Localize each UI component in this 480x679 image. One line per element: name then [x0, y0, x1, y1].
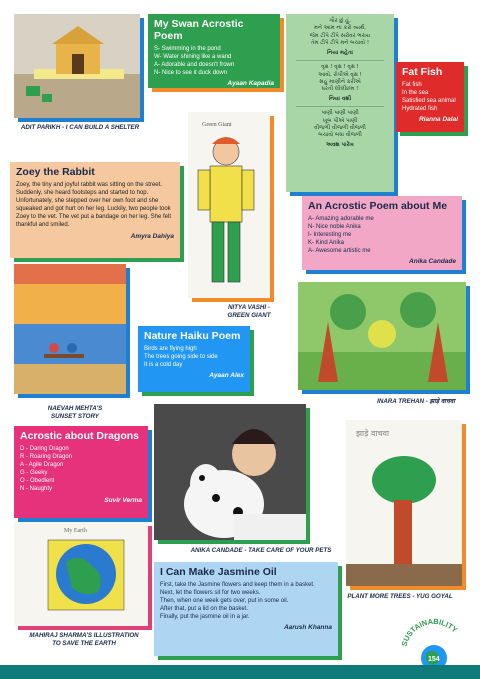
- svg-text:SUSTAINABILITY: [400, 617, 460, 647]
- swan-poem-title: My Swan Acrostic Poem: [154, 18, 244, 42]
- inara-illustration: [298, 282, 466, 390]
- sunset-artwork: [14, 264, 126, 394]
- haiku-line: The trees going side to side: [144, 354, 218, 361]
- page-number: 154: [428, 656, 440, 663]
- divider: [296, 60, 384, 61]
- gujarati-author-1: નિયા મહેતા: [327, 49, 353, 56]
- green-giant-art-label: Green Giant: [202, 122, 232, 128]
- sunset-illustration: [14, 264, 126, 394]
- dragons-box: [14, 426, 148, 518]
- anika-acrostic-box: [302, 196, 462, 270]
- anika-line: A- Amazing adorable me: [308, 216, 374, 222]
- shelter-artwork: [14, 14, 140, 118]
- anika-acrostic-author: Anika Candade: [409, 258, 456, 266]
- earth-artwork: [14, 522, 148, 626]
- jasmine-box: [154, 562, 338, 656]
- anika-line: A- Awesome artistic me: [308, 248, 371, 255]
- dragons-author: Suvir Verma: [104, 496, 142, 504]
- dragons-line: A - Agile Dragon: [20, 462, 64, 469]
- haiku-line: Birds are flying high: [144, 346, 197, 352]
- swan-author: Ayaan Kapadia: [227, 80, 274, 88]
- earth-illustration: [14, 522, 148, 626]
- fat-fish-line: In the sea: [402, 90, 429, 97]
- dragons-line: R - Roaring Dragon: [20, 454, 73, 461]
- haiku-author: Ayaan Alex: [209, 372, 244, 380]
- caption-anika-pets: ANIKA CANDADE - TAKE CARE OF YOUR PETS: [190, 547, 332, 554]
- gujarati-poem-2: વૃક્ષ ! વૃક્ષ ! વૃક્ષ ! આવો, રોપીએ વૃક્ષ ! સહુ માણીને કરીએ ધરતી લીલીછમ ! નિયા વશી: [288, 64, 392, 103]
- tree-art-label: झाड़े वाचवा: [356, 429, 390, 438]
- earth-art-label: My Earth: [64, 528, 87, 534]
- tree-illustration: [346, 420, 462, 586]
- anika-line: I- Interesting me: [308, 232, 352, 239]
- caption-mahiraj: MAHIRAJ SHARMA'S ILLUSTRATION TO SAVE THE EARTH: [29, 632, 139, 648]
- zoey-author: Amyra Dahiya: [130, 232, 174, 240]
- zoey-text: Zoey, the tiny and joyful rabbit was sitting on the street. Suddenly, she heard footsteps and started to hop. Unfortunately, she stepped over her own foot and she squeaked and got hurt on her leg. Luckily, two people took Zoey to the vet. The vet put a bandage on her leg. She felt thankful and smiled.: [16, 182, 171, 229]
- caption-inara: INARA TREHAN - झाड़े वाचवा: [377, 398, 455, 405]
- sustainability-text: SUSTAINABILITY: [399, 616, 460, 648]
- caption-shelter: ADIT PARIKH - I CAN BUILD A SHELTER: [20, 124, 140, 131]
- tree-artwork: [346, 420, 462, 586]
- anika-acrostic-title: An Acrostic Poem about Me: [308, 200, 448, 212]
- jasmine-author: Aarush Khanna: [283, 624, 332, 632]
- dragons-line: G - Geeky: [20, 470, 48, 477]
- swan-line: S- Swimming in the pond: [154, 46, 221, 52]
- green-giant-illustration: [188, 112, 270, 298]
- green-giant-artwork: [188, 112, 270, 298]
- swan-line: N- Nice to see it duck down: [154, 70, 228, 77]
- haiku-line: It is a cold day: [144, 362, 183, 369]
- fat-fish-line: Satisfied sea animal: [402, 98, 456, 105]
- pet-photo: [154, 404, 306, 540]
- jasmine-line: Finally, put the jasmine oil in a jar.: [160, 614, 250, 621]
- caption-naevah: NAEVAH MEHTA'S SUNSET STORY: [47, 405, 103, 421]
- haiku-title: Nature Haiku Poem: [144, 330, 241, 342]
- caption-yug: PLANT MORE TREES - YUG GOYAL: [347, 593, 453, 600]
- dragons-line: O - Obedient: [20, 478, 55, 485]
- divider: [296, 106, 384, 107]
- shelter-illustration: [14, 14, 140, 118]
- swan-line: W- Water shining like a wand: [154, 54, 232, 61]
- jasmine-line: Next, let the flowers sit for two weeks.: [160, 590, 261, 597]
- gujarati-author-3: અવશ પારેખ: [326, 141, 354, 148]
- gujarati-author-2: નિયા વશી: [328, 95, 352, 102]
- gujarati-poem-3: પાણી પાણી પાણી ખૂબ પીએ પાણી વીજળી વીજળી વીજળી બચાવો બધા વીજળી અવશ પારેખ: [288, 110, 392, 149]
- dragons-line: D - Daring Dragon: [20, 446, 69, 452]
- gujarati-poem-1: ગૌર છું હું, મને આમ ના કરો વ્યર્થ, જેમ ટીપે ટીપે સરોવર ભરાય તેમ ટીપે ટીપે મને બચાવો ! નિયા મહેતા: [288, 18, 392, 57]
- fat-fish-line: Hydrated fish: [402, 106, 438, 113]
- haiku-box: [138, 326, 250, 392]
- footer-bar: [0, 665, 480, 679]
- dragons-title: Acrostic about Dragons: [20, 430, 140, 442]
- dragons-line: N - Naughty: [20, 486, 53, 493]
- jasmine-line: Then, when one week gets over, put in some oil.: [160, 598, 289, 605]
- anika-line: K- Kind Anika: [308, 240, 345, 247]
- zoey-title: Zoey the Rabbit: [16, 166, 95, 178]
- zoey-story-box: [10, 162, 180, 258]
- caption-nitya: NITYA VASHI - GREEN GIANT: [227, 304, 271, 320]
- fat-fish-author: Rianna Dalal: [418, 116, 458, 124]
- fat-fish-line: Fat fish: [402, 82, 422, 88]
- jasmine-title: I Can Make Jasmine Oil: [160, 566, 277, 578]
- fat-fish-title: Fat Fish: [402, 66, 443, 78]
- gujarati-poems-box: [286, 14, 394, 192]
- inara-artwork: [298, 282, 466, 390]
- pet-photo-illustration: [154, 404, 306, 540]
- fat-fish-box: [396, 62, 464, 132]
- swan-line: A- Adorable and doesn't frown: [154, 62, 235, 69]
- jasmine-line: After that, put a lid on the basket.: [160, 606, 249, 613]
- jasmine-line: First, take the Jasmine flowers and keep them in a basket.: [160, 582, 315, 588]
- swan-poem-box: [148, 14, 280, 88]
- anika-line: N- Nice noble Anika: [308, 224, 361, 231]
